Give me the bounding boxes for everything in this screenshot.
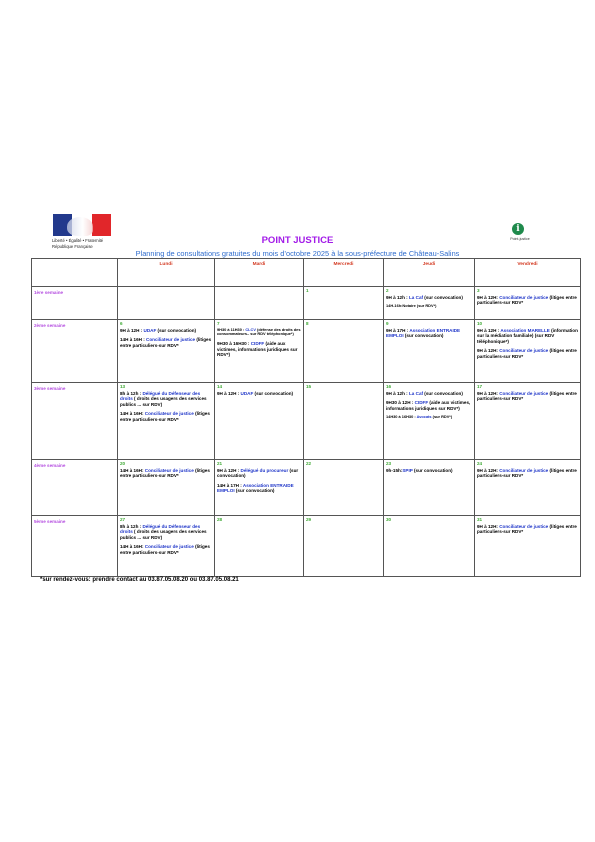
service-name: SPIP xyxy=(402,467,413,473)
day-cell xyxy=(304,516,384,577)
point-justice-logo-label: Point-justice xyxy=(510,237,530,241)
service-name: CIDFF xyxy=(250,341,265,347)
date-number: 14 xyxy=(217,384,223,389)
service-details: (sur convocation) xyxy=(253,390,294,396)
service-name: Conciliateur de justice xyxy=(499,523,549,529)
service-details: (litiges entre particuliers-sur RDV* xyxy=(477,348,577,359)
time-range: 9H à 12H: xyxy=(477,467,500,473)
date-number: 3 xyxy=(477,288,480,293)
table-row xyxy=(32,320,581,383)
appointment-entry xyxy=(120,391,212,408)
time-range: 8h à 12h : xyxy=(120,523,143,529)
day-header: Jeudi xyxy=(384,259,475,287)
appointment-entry xyxy=(477,468,578,479)
time-range: 9H à 12H : xyxy=(477,327,501,333)
week-label: 5ème semaine xyxy=(32,516,118,577)
service-details: (litiges entre particuliers-sur RDV* xyxy=(477,467,577,479)
table-row xyxy=(32,383,581,460)
header-week-column xyxy=(32,259,118,287)
day-header: Mercredi xyxy=(304,259,384,287)
appointment-entry xyxy=(217,483,301,494)
time-range: 9h-15h: xyxy=(386,467,403,473)
day-cell xyxy=(304,383,384,460)
date-number: 28 xyxy=(217,517,223,522)
day-cell xyxy=(215,460,304,516)
service-details: (litiges entre particuliers-sur RDV* xyxy=(477,523,577,535)
date-number: 6 xyxy=(120,321,123,326)
appointment-entry xyxy=(120,337,212,348)
appointment-entry xyxy=(217,341,301,358)
table-row xyxy=(32,516,581,577)
appointment-entry xyxy=(477,391,578,402)
day-cell xyxy=(118,320,215,383)
date-number: 8 xyxy=(306,321,309,326)
service-details: (sur convocation) xyxy=(423,390,463,396)
time-range: 14H à 17H : xyxy=(217,482,243,488)
service-details: (sur convocation) xyxy=(423,294,463,300)
date-number: 13 xyxy=(120,384,126,389)
day-header: Mardi xyxy=(215,259,304,287)
date-number: 23 xyxy=(386,461,392,466)
time-range: 14H à 16H: xyxy=(120,411,145,417)
service-name: Association ENTRAIDE EMPLOI xyxy=(217,482,294,494)
time-range: 9H à 12H: xyxy=(477,294,500,300)
service-name: Délégué du Défenseur des droits xyxy=(120,390,201,402)
service-name: Délégué du procureur xyxy=(240,467,289,473)
table-header-row xyxy=(32,259,581,287)
day-cell xyxy=(384,460,475,516)
day-cell xyxy=(215,383,304,460)
day-cell xyxy=(475,516,581,577)
day-cell xyxy=(475,383,581,460)
service-details: (aide aux victimes, informations juridiques sur RDV*) xyxy=(386,400,471,411)
logo-motto: Liberté • Égalité • Fraternité xyxy=(52,238,104,243)
service-details: (litiges entre particuliers-sur RDV* xyxy=(477,294,577,306)
service-details: (sur RDV*) xyxy=(431,414,453,420)
service-details: (sur convocation) xyxy=(403,333,444,339)
service-name: La Caf xyxy=(408,294,424,300)
date-number: 15 xyxy=(306,384,312,389)
date-number: 17 xyxy=(477,384,483,389)
appointment-entry xyxy=(217,328,301,338)
day-cell xyxy=(384,383,475,460)
date-number: 9 xyxy=(386,321,389,326)
appointment-entry xyxy=(477,348,578,359)
page-subtitle: Planning de consultations gratuites du mois d’octobre 2025 à la sous-préfecture de Château-Salins xyxy=(135,249,460,258)
schedule-table xyxy=(31,258,581,577)
day-cell xyxy=(475,320,581,383)
time-range: 9H30 à 16H30 : xyxy=(217,341,251,347)
appointment-entry xyxy=(386,400,472,411)
day-cell xyxy=(118,460,215,516)
appointment-entry xyxy=(477,524,578,535)
service-details: (litiges entre particuliers-sur RDV* xyxy=(120,544,210,555)
time-range: 9H à 12H : xyxy=(120,327,144,333)
appointment-entry xyxy=(217,391,301,397)
date-number: 21 xyxy=(217,461,223,466)
day-cell xyxy=(304,287,384,320)
week-label: 3ème semaine xyxy=(32,383,118,460)
time-range: 9H à 12H: xyxy=(477,348,500,354)
service-details: (défense des droits des consommateurs– sur RDV téléphonique*) xyxy=(217,326,301,337)
logo-republique-label: République Française xyxy=(52,244,93,249)
service-details: (sur convocation) xyxy=(156,327,197,333)
week-label: 4ème semaine xyxy=(32,460,118,516)
service-details: (sur convocation) xyxy=(234,488,275,494)
footnote: *sur rendez-vous: prendre contact au 03.87.05.08.20 ou 03.87.05.08.21 xyxy=(40,577,239,583)
day-cell xyxy=(384,516,475,577)
day-header: Vendredi xyxy=(475,259,581,287)
service-details: (aide aux victimes, informations juridiques sur RDV*) xyxy=(217,341,298,358)
appointment-entry xyxy=(477,328,578,345)
service-details: (litiges entre particuliers-sur RDV* xyxy=(120,411,210,422)
time-range: 9H à 12H: xyxy=(477,390,500,396)
week-label: 1ère semaine xyxy=(32,287,118,320)
appointment-entry xyxy=(477,295,578,306)
time-range: 8h à 12h : xyxy=(120,390,143,396)
service-name: UDAF xyxy=(143,327,157,333)
time-range: 9H à 12h : xyxy=(386,390,409,396)
day-cell xyxy=(384,287,475,320)
day-cell xyxy=(118,287,215,320)
day-cell xyxy=(304,460,384,516)
week-label: 2ème semaine xyxy=(32,320,118,383)
date-number: 30 xyxy=(386,517,392,522)
appointment-entry xyxy=(386,295,472,301)
table-row xyxy=(32,460,581,516)
page-title: POINT JUSTICE xyxy=(261,235,334,246)
service-name: Conciliateur de justice xyxy=(146,337,196,343)
day-header: Lundi xyxy=(118,259,215,287)
service-name: Conciliateur de justice xyxy=(144,544,194,550)
table-row xyxy=(32,287,581,320)
service-name: Association MARELLE xyxy=(500,327,550,333)
date-number: 7 xyxy=(217,321,220,326)
date-number: 2 xyxy=(386,288,389,293)
appointment-entry xyxy=(120,411,212,422)
date-number: 10 xyxy=(477,321,483,326)
day-cell xyxy=(118,383,215,460)
appointment-entry xyxy=(386,304,472,309)
service-name: Délégué du Défenseur des droits xyxy=(120,523,201,535)
time-range: 9H30 à 12H : xyxy=(386,400,415,406)
time-range: 9H à 12H : xyxy=(217,390,241,396)
service-name: Conciliateur de justice xyxy=(499,294,549,300)
service-name: Conciliateur de justice xyxy=(499,348,549,354)
appointment-entry xyxy=(386,468,472,474)
appointment-entry xyxy=(386,415,472,420)
time-range: 9H à 12H: xyxy=(477,523,500,529)
service-name: La Caf xyxy=(408,390,424,396)
time-range: 9H à 12h : xyxy=(386,294,409,300)
date-number: 1 xyxy=(306,288,309,293)
service-name: UDAF xyxy=(240,390,254,396)
service-details: (litiges entre particuliers-sur RDV* xyxy=(120,467,210,479)
date-number: 24 xyxy=(477,461,483,466)
service-details: ( droits des usagers des services publics ... sur RDV) xyxy=(120,529,207,540)
appointment-entry xyxy=(386,391,472,397)
date-number: 22 xyxy=(306,461,312,466)
service-name: CIDFF xyxy=(414,400,429,406)
day-cell xyxy=(304,320,384,383)
day-cell xyxy=(215,320,304,383)
time-range: 9H30 à 11H30 : xyxy=(217,326,246,332)
service-name: Conciliateur de justice xyxy=(499,467,549,473)
service-details: (information sur la médiation familiale) (sur RDV téléphonique*) xyxy=(477,327,578,344)
day-cell xyxy=(118,516,215,577)
service-name: Conciliateur de justice xyxy=(499,390,549,396)
time-range: 14H à 16H: xyxy=(120,467,145,473)
day-cell xyxy=(475,287,581,320)
time-range: 14H-16h:Notaire (sur RDV*) xyxy=(386,303,437,309)
date-number: 16 xyxy=(386,384,392,389)
republique-francaise-logo xyxy=(49,214,115,254)
appointment-entry xyxy=(120,328,212,334)
time-range: 14H à 16H: xyxy=(120,544,145,550)
day-cell xyxy=(215,516,304,577)
appointment-entry xyxy=(217,468,301,479)
service-details: (sur convocation) xyxy=(217,467,299,479)
appointment-entry xyxy=(120,524,212,541)
service-name: Conciliateur de justice xyxy=(144,467,194,473)
service-name: Conciliateur de justice xyxy=(144,411,194,417)
date-number: 27 xyxy=(120,517,126,522)
date-number: 31 xyxy=(477,517,483,522)
day-cell xyxy=(215,287,304,320)
info-icon: i xyxy=(512,223,524,235)
service-details: ( droits des usagers des services publics ... sur RDV) xyxy=(120,396,207,407)
time-range: 9H à 12H : xyxy=(217,467,241,473)
time-range: 14H à 16H : xyxy=(120,337,147,343)
appointment-entry xyxy=(120,544,212,555)
date-number: 29 xyxy=(306,517,312,522)
date-number: 20 xyxy=(120,461,126,466)
time-range: 9H à 17H : xyxy=(386,327,410,333)
day-cell xyxy=(384,320,475,383)
service-name: CLCV xyxy=(245,326,256,332)
marianne-flag-icon xyxy=(53,214,111,236)
appointment-entry xyxy=(120,468,212,479)
time-range: 14H30 à 16H30 : xyxy=(386,414,417,420)
appointment-entry xyxy=(386,328,472,339)
day-cell xyxy=(475,460,581,516)
service-details: (litiges entre particuliers-sur RDV* xyxy=(477,390,577,402)
service-details: (litiges entre particuliers-sur RDV* xyxy=(120,337,212,348)
service-name: Avocats xyxy=(416,414,432,420)
service-name: Association ENTRAIDE EMPLOI xyxy=(386,327,461,339)
service-details: (sur convocation) xyxy=(412,467,453,473)
